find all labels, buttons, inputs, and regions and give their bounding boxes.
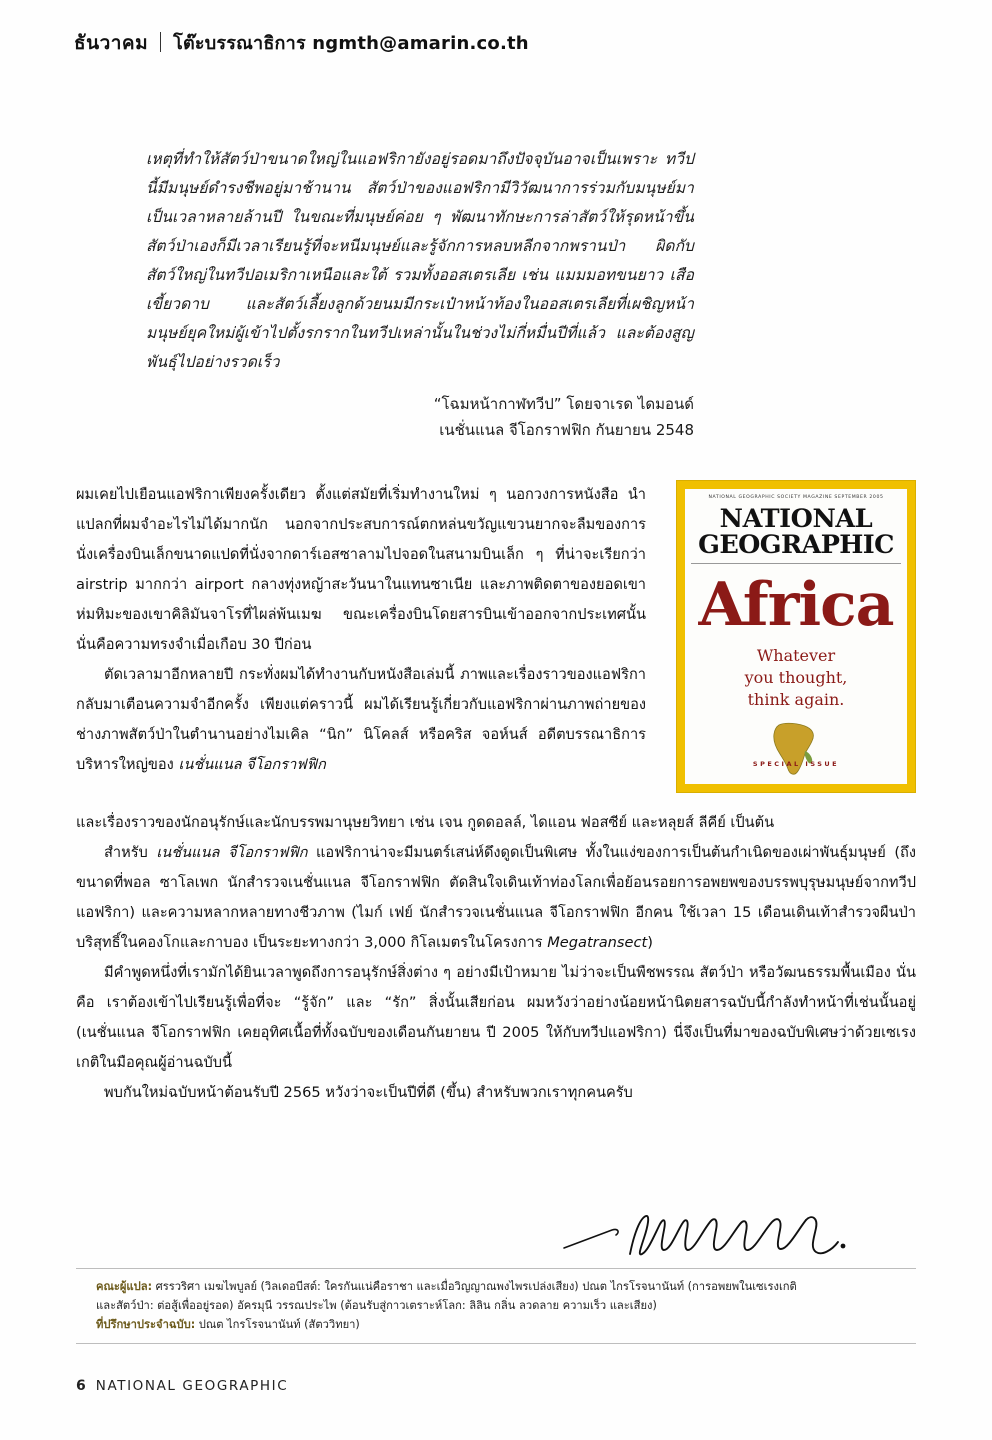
- cover-logo-line1: NATIONAL: [719, 504, 873, 534]
- pull-quote-block: [146, 145, 694, 443]
- body-paragraph-3-b: แอฟริกาน่าจะมีมนตร์เสน่ห์ดึงดูดเป็นพิเศษ ทั้งในแง่ของการเป็นต้นกำเนิดของเผ่าพันธุ์มนุษย์ (ถึงขนาดที่พอล ซาโลเพก นักสำรวจเนชั่นแนล จีโอกราฟฟิก ตัดสินใจเดินเท้าท่องโลกเพื่อย้อนรอยการอพยพของบรรพบุรุษมนุษย์จากทวีปแอฟริกา) และความหลากหลายทางชีวภาพ (ไมก์ เฟย์ นักสำรวจเนชั่นแนล จีโอกราฟฟิก อีกคน ใช้เวลา 15 เดือนเดินเท้าสำรวจผืนป่าบริสุทธิ์ในคองโกและกาบอง เป็นระยะทางกว่า 3,000 กิโลเมตรในโครงการ: [76, 844, 916, 951]
- pull-quote-credit-line1: “โฉมหน้ากาฬทวีป” โดยจาเรด ไดมอนด์: [433, 395, 694, 413]
- credits-translators-text: ศรรวริศา เมฆไพบูลย์ (วิลเดอบีสต์: ใครกันแน่คือราชา และเมื่อวิญญาณพงไพรเปล่งเสียง) ปณต ไกรโรจนานันท์ (การอพยพในเซเรงเกติ: [152, 1280, 797, 1293]
- pull-quote-credit-line2: เนชั่นแนล จีโอกราฟฟิก กันยายน 2548: [439, 421, 694, 439]
- body-paragraph-2-a: ตัดเวลามาอีกหลายปี กระทั่งผมได้ทำงานกับหนังสือเล่มนี้ ภาพและเรื่องราวของแอฟริกากลับมาเตือนความจำอีกครั้ง เพียงแต่คราวนี้ ผมได้เรียนรู้เกี่ยวกับแอฟริกาผ่านภาพถ่ายของช่างภาพสัตว์ป่าในตำนานอย่างไมเคิล “นิก” นิโคลส์ หรือคริส จอห์นส์ อดีตบรรณาธิการบริหารใหญ่ของ: [76, 666, 646, 773]
- africa-continent-icon: [769, 721, 823, 777]
- credits-row-3: [96, 1315, 914, 1334]
- editor-email: ngmth@amarin.co.th: [312, 33, 529, 54]
- body-paragraph-2: [76, 660, 646, 780]
- cover-subtitle-line1: Whatever: [756, 646, 836, 665]
- editor-contact: [173, 28, 529, 57]
- issue-month: ธันวาคม: [74, 32, 149, 54]
- body-paragraph-3-italic-2: Megatransect: [547, 934, 648, 951]
- body-paragraph-3: [76, 838, 916, 958]
- body-paragraph-3-c: ): [647, 934, 653, 951]
- credits-advisor-label: ที่ปรึกษาประจำฉบับ:: [96, 1318, 196, 1331]
- body-paragraph-3-a: สำหรับ: [104, 844, 157, 861]
- cover-subtitle-line2: you thought,: [744, 668, 848, 687]
- pull-quote-text: เหตุที่ทำให้สัตว์ป่าขนาดใหญ่ในแอฟริกายังอยู่รอดมาถึงปัจจุบันอาจเป็นเพราะ ทวีปนี้มีมนุษย์ดำรงชีพอยู่มาช้านาน สัตว์ป่าของแอฟริกามีวิวัฒนาการร่วมกับมนุษย์มาเป็นเวลาหลายล้านปี ในขณะที่มนุษย์ค่อย ๆ พัฒนาทักษะการล่าสัตว์ให้รุดหน้าขึ้น สัตว์ป่าเองก็มีเวลาเรียนรู้ที่จะหนีมนุษย์และรู้จักการหลบหลีกจากพรานป่า ผิดกับสัตว์ใหญ่ในทวีปอเมริกาเหนือและใต้ รวมทั้งออสเตรเลีย เช่น แมมมอทขนยาว เสือเขี้ยวดาบ และสัตว์เลี้ยงลูกด้วยนมมีกระเป๋าหน้าท้องในออสเตรเลียที่เผชิญหน้ามนุษย์ยุคใหม่ผู้เข้าไปตั้งรกรากในทวีปเหล่านั้นในช่วงไม่กี่หมื่นปีที่แล้ว และต้องสูญพันธุ์ไปอย่างรวดเร็ว: [146, 150, 694, 371]
- editor-contact-label: โต๊ะบรรณาธิการ: [173, 33, 306, 54]
- cover-top-line: NATIONAL GEOGRAPHIC SOCIETY MAGAZINE SEPTEMBER 2005: [708, 495, 884, 500]
- body-paragraph-2-italic: เนชั่นแนล จีโอกราฟฟิก: [178, 756, 326, 773]
- footer-page-number: 6: [76, 1378, 86, 1394]
- body-full-column: [76, 808, 916, 1108]
- cover-logo-line2: GEOGRAPHIC: [698, 530, 894, 560]
- cover-subtitle-line3: think again.: [747, 690, 845, 709]
- body-paragraph-2-continued: และเรื่องราวของนักอนุรักษ์และนักบรรพมานุษยวิทยา เช่น เจน กูดดอลล์, ไดแอน ฟอสซีย์ และหลุยส์ ลีคีย์ เป็นต้น: [76, 814, 775, 831]
- cover-inner: [685, 489, 907, 784]
- editor-signature: [560, 1208, 850, 1270]
- footer-magazine-name: NATIONAL GEOGRAPHIC: [95, 1378, 289, 1394]
- cover-subtitle: [685, 645, 907, 711]
- credits-row-1: [96, 1277, 914, 1296]
- body-left-column: [76, 480, 646, 780]
- cover-special-issue-label: SPECIAL ISSUE: [752, 760, 840, 768]
- credits-translators-label: คณะผู้แปล:: [96, 1280, 153, 1293]
- credits-advisor-text: ปณต ไกรโรจนานันท์ (สัตววิทยา): [195, 1318, 360, 1331]
- page-footer: [76, 1378, 288, 1394]
- body-paragraph-1: ผมเคยไปเยือนแอฟริกาเพียงครั้งเดียว ตั้งแต่สมัยที่เริ่มทำงานใหม่ ๆ นอกวงการหนังสือ นำแปลกที่ผมจำอะไรไม่ได้มากนัก นอกจากประสบการณ์ตกหล่นขวัญแขวนยากจะลืมของการนั่งเครื่องบินเล็กขนาดแปดที่นั่งจากดาร์เอสซาลามไปจอดในสนามบินเล็ก ๆ ที่น่าจะเรียกว่า airstrip มากกว่า airport กลางทุ่งหญ้าสะวันนาในแทนซาเนีย และภาพติดตาของยอดเขาห่มหิมะของเขาคิลิมันจาโรที่ไผล่พ้นเมฆ ขณะเครื่องบินโดยสารบินเข้าออกจากประเทศนั้น นั่นคือความทรงจำเมื่อเกือบ 30 ปีก่อน: [76, 486, 646, 653]
- magazine-cover-image: [676, 480, 916, 793]
- cover-title: Africa: [698, 570, 894, 640]
- page-header: [74, 28, 529, 58]
- cover-logo: [685, 506, 907, 558]
- body-paragraph-3-italic-1: เนชั่นแนล จีโอกราฟฟิก: [156, 844, 308, 861]
- credits-translators-text-2: และสัตว์ป่า: ต่อสู้เพื่ออยู่รอด) อัครมุนี วรรณประไพ (ต้อนรับสู่กาวเตราะห์โลก: ลิลิน กลิ่น ลวดลาย ความเร็ว และเสียง): [96, 1299, 657, 1312]
- pull-quote-credit: [146, 391, 694, 443]
- credits-box: [76, 1268, 916, 1344]
- body-paragraph-5: พบกันใหม่ฉบับหน้าต้อนรับปี 2565 หวังว่าจะเป็นปีที่ดี (ขึ้น) สำหรับพวกเราทุกคนครับ: [104, 1084, 633, 1101]
- cover-rule: [691, 563, 901, 564]
- body-paragraph-4: มีคำพูดหนึ่งที่เรามักได้ยินเวลาพูดถึงการอนุรักษ์สิ่งต่าง ๆ อย่างมีเป้าหมาย ไม่ว่าจะเป็นพืชพรรณ สัตว์ป่า หรือวัฒนธรรมพื้นเมือง นั่นคือ เราต้องเข้าไปเรียนรู้เพื่อที่จะ “รู้จัก” และ “รัก” สิ่งนั้นเสียก่อน ผมหวังว่าอย่างน้อยหน้านิตยสารฉบับนี้กำลังทำหน้าที่เช่นนั้นอยู่ (เนชั่นแนล จีโอกราฟฟิก เคยอุทิศเนื้อที่ทั้งฉบับของเดือนกันยายน ปี 2005 ให้กับทวีปแอฟริกา) นี่จึงเป็นที่มาของฉบับพิเศษว่าด้วยเซเรงเกติในมือคุณผู้อ่านฉบับนี้: [76, 964, 916, 1071]
- credits-row-2: [96, 1296, 914, 1315]
- header-divider: [160, 32, 161, 52]
